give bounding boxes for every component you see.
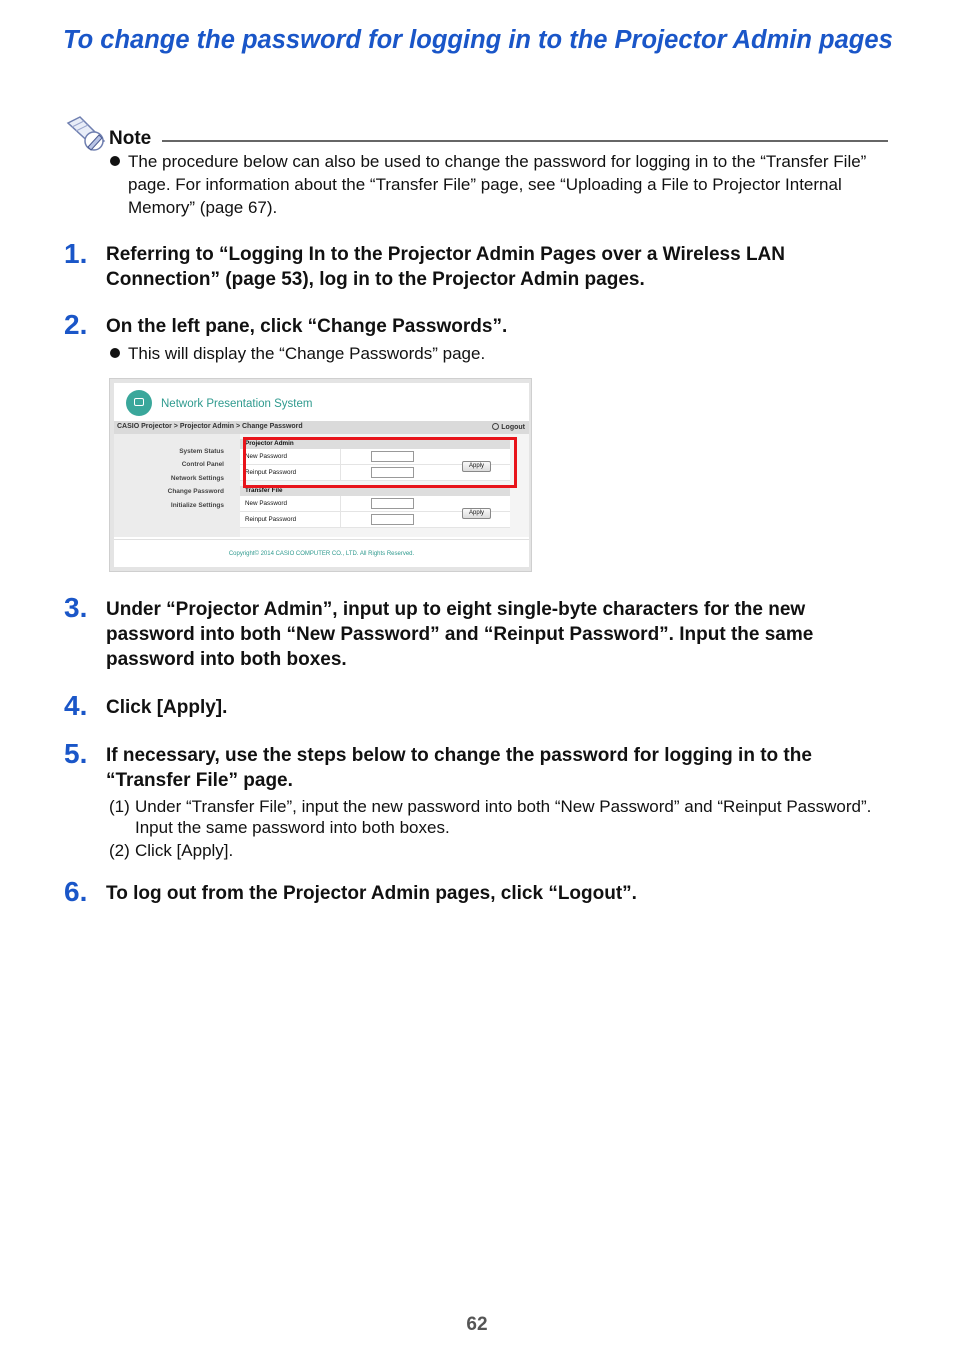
section-header-projector-admin: Projector Admin xyxy=(240,439,510,449)
step-bullet-text: This will display the “Change Passwords” page. xyxy=(128,344,486,363)
copyright: Copyright© 2014 CASIO COMPUTER CO., LTD. All Rights Reserved. xyxy=(228,551,415,557)
substep-number: (2) xyxy=(109,841,130,860)
menu-item-network-settings[interactable]: Network Settings xyxy=(170,475,224,482)
transfer-new-password-input[interactable] xyxy=(371,498,414,509)
bullet-dot xyxy=(110,156,120,166)
substep xyxy=(109,840,879,861)
substep xyxy=(109,796,879,838)
menu-item-control-panel[interactable]: Control Panel xyxy=(181,461,224,468)
menu-item-initialize-settings[interactable]: Initialize Settings xyxy=(170,502,224,509)
highlight-box xyxy=(243,437,517,488)
step-text: To log out from the Projector Admin pages, click “Logout”. xyxy=(106,883,637,904)
field-label: Reinput Password xyxy=(245,469,297,476)
transfer-apply-button[interactable]: Apply xyxy=(462,508,491,519)
step-number: 3. xyxy=(64,592,88,623)
step-number: 5. xyxy=(64,738,88,769)
field-label: New Password xyxy=(245,500,287,507)
substep-number: (1) xyxy=(109,797,130,816)
screenshot-frame xyxy=(114,383,529,567)
substep-text: Click [Apply]. xyxy=(135,841,234,860)
step-number: 4. xyxy=(64,690,88,721)
logout-link[interactable] xyxy=(492,423,525,431)
logout-icon xyxy=(492,423,499,430)
row-separator xyxy=(340,496,341,512)
step-text: Click [Apply]. xyxy=(106,697,228,718)
admin-page-screenshot xyxy=(109,378,532,572)
breadcrumb-bar xyxy=(114,421,529,434)
bullet-dot xyxy=(110,348,120,358)
note-pencil-icon xyxy=(64,113,108,153)
page-number: 62 xyxy=(466,1314,488,1335)
step-number: 2. xyxy=(64,309,88,340)
footer-divider xyxy=(114,539,529,540)
step-bullet xyxy=(128,342,888,365)
app-name: Network Presentation System xyxy=(161,398,313,410)
step-number: 1. xyxy=(64,238,88,269)
menu-item-system-status[interactable]: System Status xyxy=(179,448,224,455)
note-bullet xyxy=(128,150,888,219)
step-text: Under “Projector Admin”, input up to eight single-byte characters for the new password into both “New Password” and “Reinput Password”. Input the same password into both boxes. xyxy=(106,599,814,670)
logo-icon xyxy=(126,390,152,416)
note-bullet-text: The procedure below can also be used to change the password for logging in to the “Transfer File” page. For information about the “Transfer File” page, see “Uploading a File to Projector Internal Memory” (page 67). xyxy=(128,152,867,217)
row-separator xyxy=(340,512,341,528)
step-text: On the left pane, click “Change Passwords”. xyxy=(106,316,508,337)
field-label: New Password xyxy=(245,453,287,460)
note-label: Note xyxy=(109,128,152,149)
logout-label: Logout xyxy=(501,424,525,431)
step-text: If necessary, use the steps below to change the password for logging in to the “Transfer File” page. xyxy=(106,745,812,791)
left-pane xyxy=(114,434,240,537)
breadcrumb: CASIO Projector > Projector Admin > Change Password xyxy=(117,423,303,430)
field-label: Reinput Password xyxy=(245,516,297,523)
page-title: To change the password for logging in to the Projector Admin pages xyxy=(63,26,893,54)
note-divider xyxy=(162,140,888,142)
substep-text: Under “Transfer File”, input the new password into both “New Password” and “Reinput Password”. Input the same password into both boxes. xyxy=(135,797,872,837)
step-number: 6. xyxy=(64,876,88,907)
menu-item-change-password[interactable]: Change Password xyxy=(167,488,224,495)
transfer-reinput-password-input[interactable] xyxy=(371,514,414,525)
section-header-transfer-file: Transfer File xyxy=(240,486,510,496)
admin-apply-button[interactable]: Apply xyxy=(462,461,491,472)
step-text: Referring to “Logging In to the Projector Admin Pages over a Wireless LAN Connection” (page 53), log in to the Projector Admin pages. xyxy=(106,244,785,290)
